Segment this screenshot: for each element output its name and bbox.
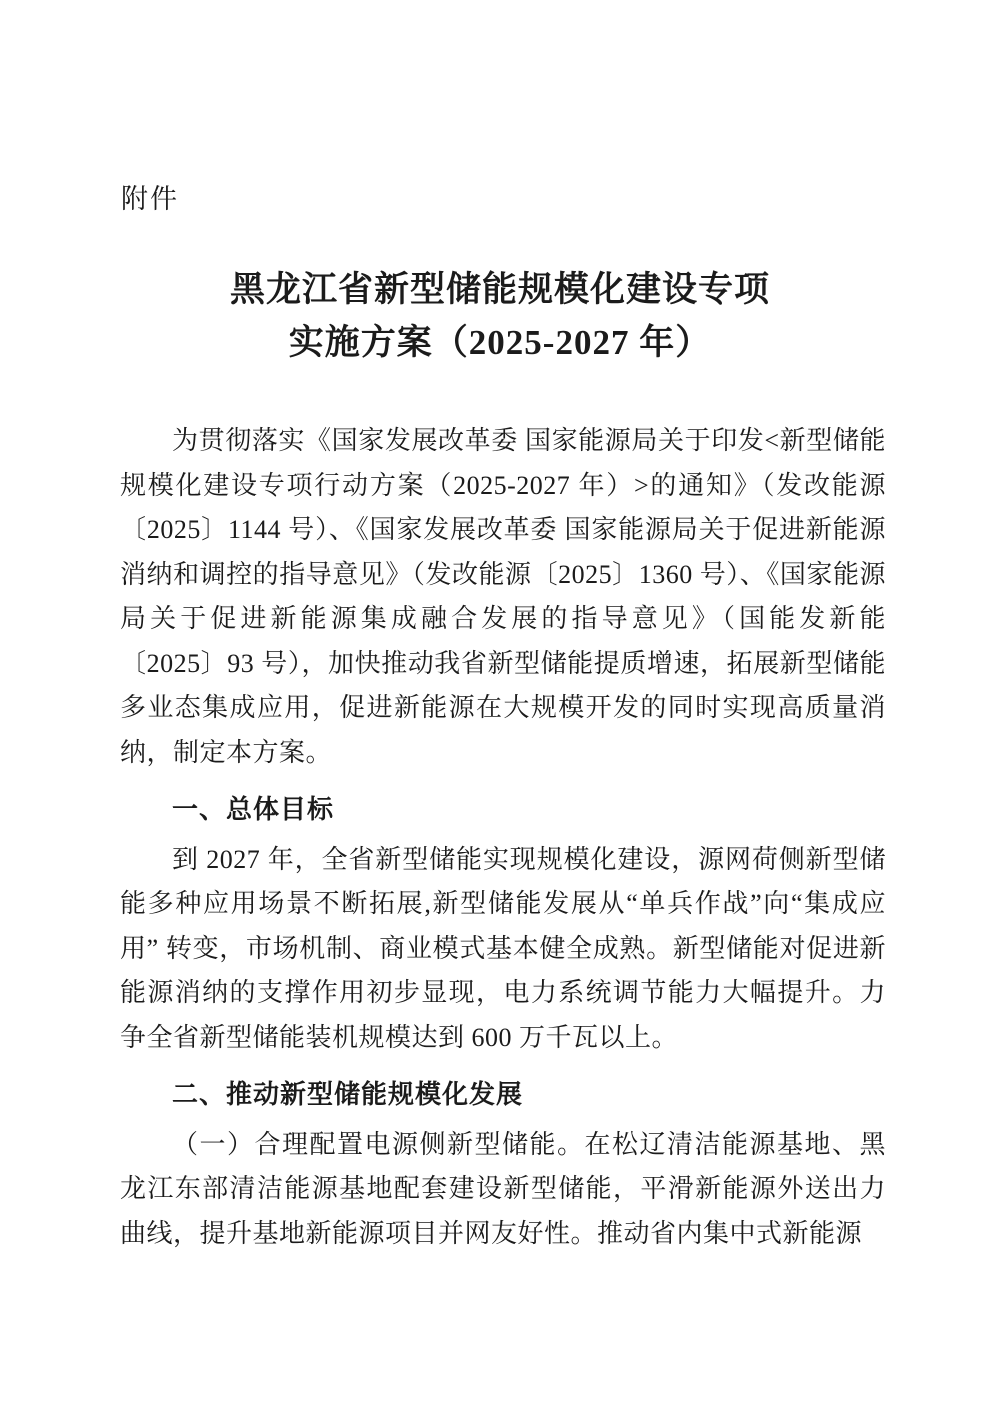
intro-paragraph: 为贯彻落实《国家发展改革委 国家能源局关于印发<新型储能规模化建设专项行动方案（2025-2027 年）>的通知》（发改能源〔2025〕1144 号）、《国家发展改革委 国家能源局关于促进新能源消纳和调控的指导意见》（发改能源〔2025〕1360 号）、《国家能源局关于促进新能源集成融合发展的指导意见》（国能发新能〔2025〕93 号），加快推动我省新型储能提质增速，拓展新型储能多业态集成应用，促进新能源在大规模开发的同时实现高质量消纳，制定本方案。 <box>120 426 886 767</box>
section-1-heading: 一、总体目标 <box>172 794 335 824</box>
document-title-line-2: 实施方案（2025-2027 年） <box>288 323 712 362</box>
section-2-item-1-text: 在松辽清洁能源基地、黑龙江东部清洁能源基地配套建设新型储能，平滑新能源外送出力曲线，提升基地新能源项目并网友好性。推动省内集中式新能源 <box>120 1129 886 1248</box>
document-title-line-1: 黑龙江省新型储能规模化建设专项 <box>229 270 770 309</box>
section-1-paragraph: 到 2027 年，全省新型储能实现规模化建设，源网荷侧新型储能多种应用场景不断拓展,新型储能发展从“单兵作战”向“集成应用” 转变，市场机制、商业模式基本健全成熟。新型储能对促进新能源消纳的支撑作用初步显现，电力系统调节能力大幅提升。力争全省新型储能装机规模达到 600 万千瓦以上。 <box>120 844 886 1052</box>
attachment-label: 附件 <box>121 184 179 214</box>
section-2-item-1-label: （一）合理配置电源侧新型储能。 <box>172 1129 585 1159</box>
document-body <box>120 419 886 1256</box>
section-2-item-1-paragraph <box>120 1123 886 1257</box>
section-2-heading: 二、推动新型储能规模化发展 <box>172 1079 524 1109</box>
document-title <box>0 263 1000 369</box>
